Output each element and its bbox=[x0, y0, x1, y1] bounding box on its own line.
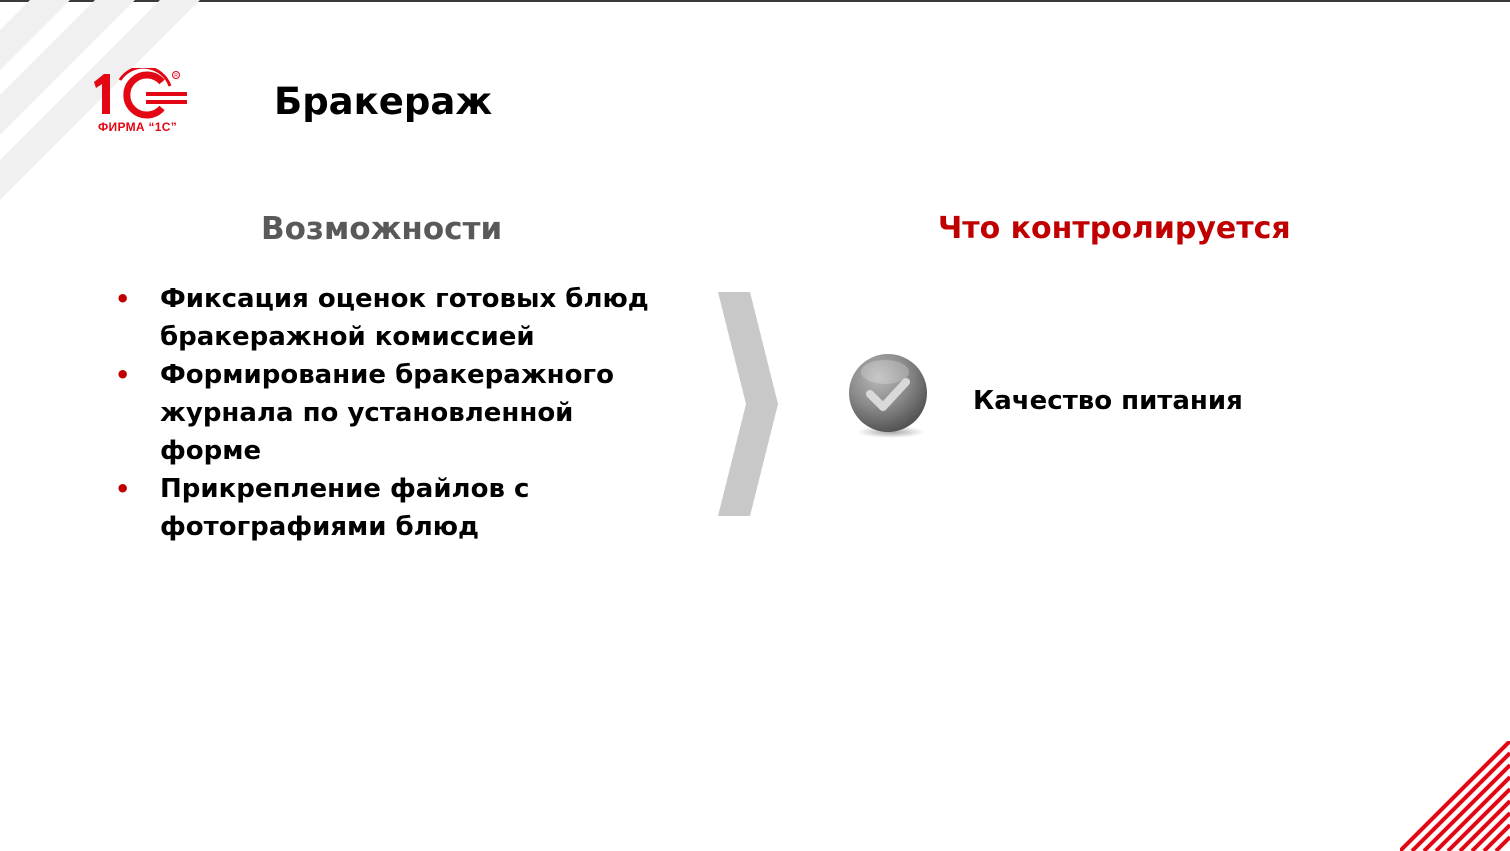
corner-red-stripes-decoration bbox=[1400, 741, 1510, 851]
list-item bbox=[112, 470, 692, 546]
features-heading: Возможности bbox=[261, 211, 503, 247]
feature-text: Формирование бракеражного журнала по установленной форме bbox=[160, 360, 624, 466]
checkmark-icon bbox=[845, 352, 933, 440]
feature-text: Прикрепление файлов с фотографиями блюд bbox=[160, 474, 539, 542]
bullet-icon: • bbox=[115, 361, 131, 389]
bullet-icon: • bbox=[115, 285, 131, 313]
controlled-heading: Что контролируется bbox=[938, 211, 1291, 246]
feature-text: Фиксация оценок готовых блюд бракеражной комиссией bbox=[160, 284, 658, 352]
top-border-line bbox=[0, 0, 1510, 2]
list-item bbox=[112, 356, 692, 470]
slide-title: Бракераж bbox=[274, 80, 493, 123]
bullet-icon: • bbox=[115, 475, 131, 503]
features-list bbox=[112, 280, 692, 546]
logo-caption: ФИРМА “1С” bbox=[98, 120, 178, 134]
list-item bbox=[112, 280, 692, 356]
chevron-right-icon bbox=[716, 292, 778, 516]
svg-text:R: R bbox=[174, 73, 178, 79]
control-item-label: Качество питания bbox=[973, 386, 1243, 416]
